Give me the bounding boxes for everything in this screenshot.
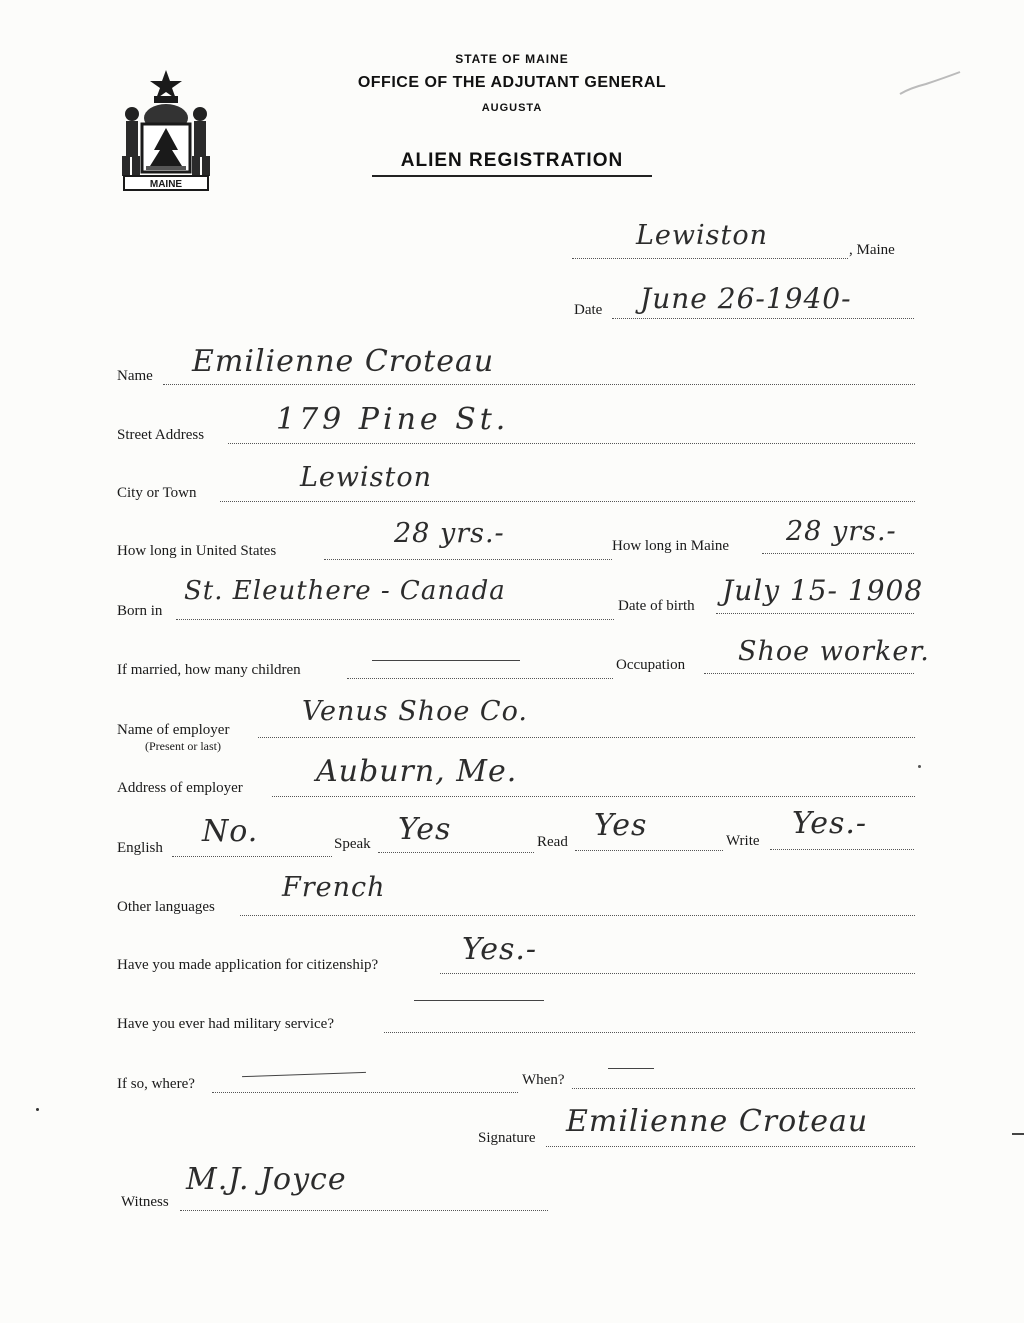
write-line	[770, 849, 914, 850]
name-line	[163, 384, 915, 385]
me-duration-entry: 28 yrs.-	[786, 516, 897, 547]
town-suffix-label: , Maine	[849, 242, 895, 258]
street-entry: 179 Pine St.	[276, 402, 510, 437]
children-line	[347, 678, 613, 679]
town-line	[572, 258, 848, 259]
other-lang-label: Other languages	[117, 899, 215, 915]
write-entry: Yes.-	[792, 806, 868, 841]
us-duration-label: How long in United States	[117, 543, 277, 559]
town-entry: Lewiston	[636, 220, 769, 251]
born-in-line	[176, 619, 614, 620]
state-seal-icon	[112, 66, 220, 196]
city-entry: Lewiston	[300, 462, 433, 493]
witness-entry: M.J. Joyce	[186, 1162, 347, 1197]
city-heading: AUGUSTA	[481, 102, 543, 114]
citizenship-label: Have you made application for citizenship?	[117, 957, 379, 973]
employer-address-line	[272, 796, 915, 797]
city-label: City or Town	[117, 485, 197, 501]
occupation-label: Occupation	[616, 657, 686, 673]
signature-entry: Emilienne Croteau	[566, 1104, 869, 1139]
me-duration-line	[762, 553, 914, 554]
citizenship-dash	[414, 1000, 544, 1001]
city-line	[220, 501, 915, 502]
read-entry: Yes	[594, 808, 648, 843]
employer-address-entry: Auburn, Me.	[316, 754, 518, 789]
street-label: Street Address	[117, 427, 205, 443]
witness-label: Witness	[121, 1194, 169, 1210]
read-line	[575, 850, 723, 851]
employer-address-label: Address of employer	[117, 780, 243, 796]
edge-tick	[1012, 1133, 1024, 1135]
employer-entry: Venus Shoe Co.	[302, 696, 528, 727]
date-label: Date	[574, 302, 603, 318]
me-duration-label: How long in Maine	[612, 538, 730, 554]
other-lang-line	[240, 915, 915, 916]
when-label: When?	[522, 1072, 565, 1088]
name-label: Name	[117, 368, 153, 384]
english-entry: No.	[202, 814, 259, 849]
paper-speck	[918, 765, 921, 768]
form-title: ALIEN REGISTRATION	[400, 150, 624, 171]
children-dash	[372, 660, 520, 661]
speak-line	[378, 852, 534, 853]
citizenship-line	[440, 973, 915, 974]
children-label: If married, how many children	[117, 662, 301, 678]
signature-line	[546, 1146, 915, 1147]
where-line	[212, 1092, 518, 1093]
read-label: Read	[537, 834, 568, 850]
employer-label: Name of employer	[117, 722, 230, 738]
seal-label: MAINE	[149, 179, 183, 190]
state-heading: STATE OF MAINE	[455, 52, 569, 66]
speak-entry: Yes	[398, 812, 452, 847]
us-duration-line	[324, 559, 612, 560]
born-in-entry: St. Eleuthere - Canada	[184, 576, 506, 606]
check-mark-icon	[896, 70, 966, 100]
write-label: Write	[726, 833, 760, 849]
employer-note: (Present or last)	[145, 739, 221, 753]
when-dash	[608, 1068, 654, 1069]
paper-speck	[36, 1108, 39, 1111]
where-dash	[242, 1072, 366, 1077]
dob-label: Date of birth	[618, 598, 695, 614]
when-line	[572, 1088, 915, 1089]
dob-line	[716, 613, 914, 614]
name-entry: Emilienne Croteau	[192, 344, 495, 379]
signature-label: Signature	[478, 1130, 536, 1146]
us-duration-entry: 28 yrs.-	[394, 518, 505, 549]
occupation-entry: Shoe worker.	[738, 636, 930, 667]
born-in-label: Born in	[117, 603, 163, 619]
where-label: If so, where?	[117, 1076, 195, 1092]
dob-entry: July 15- 1908	[722, 574, 924, 607]
employer-line	[258, 737, 915, 738]
speak-label: Speak	[334, 836, 371, 852]
occupation-line	[704, 673, 914, 674]
date-entry: June 26-1940-	[640, 282, 852, 315]
military-line	[384, 1032, 915, 1033]
form-title-underline	[372, 175, 652, 177]
office-heading: OFFICE OF THE ADJUTANT GENERAL	[357, 74, 667, 91]
other-lang-entry: French	[282, 872, 386, 903]
date-line	[612, 318, 914, 319]
english-line	[172, 856, 332, 857]
street-line	[228, 443, 915, 444]
citizenship-entry: Yes.-	[462, 932, 538, 967]
english-label: English	[117, 840, 163, 856]
witness-line	[180, 1210, 548, 1211]
military-label: Have you ever had military service?	[117, 1016, 334, 1032]
